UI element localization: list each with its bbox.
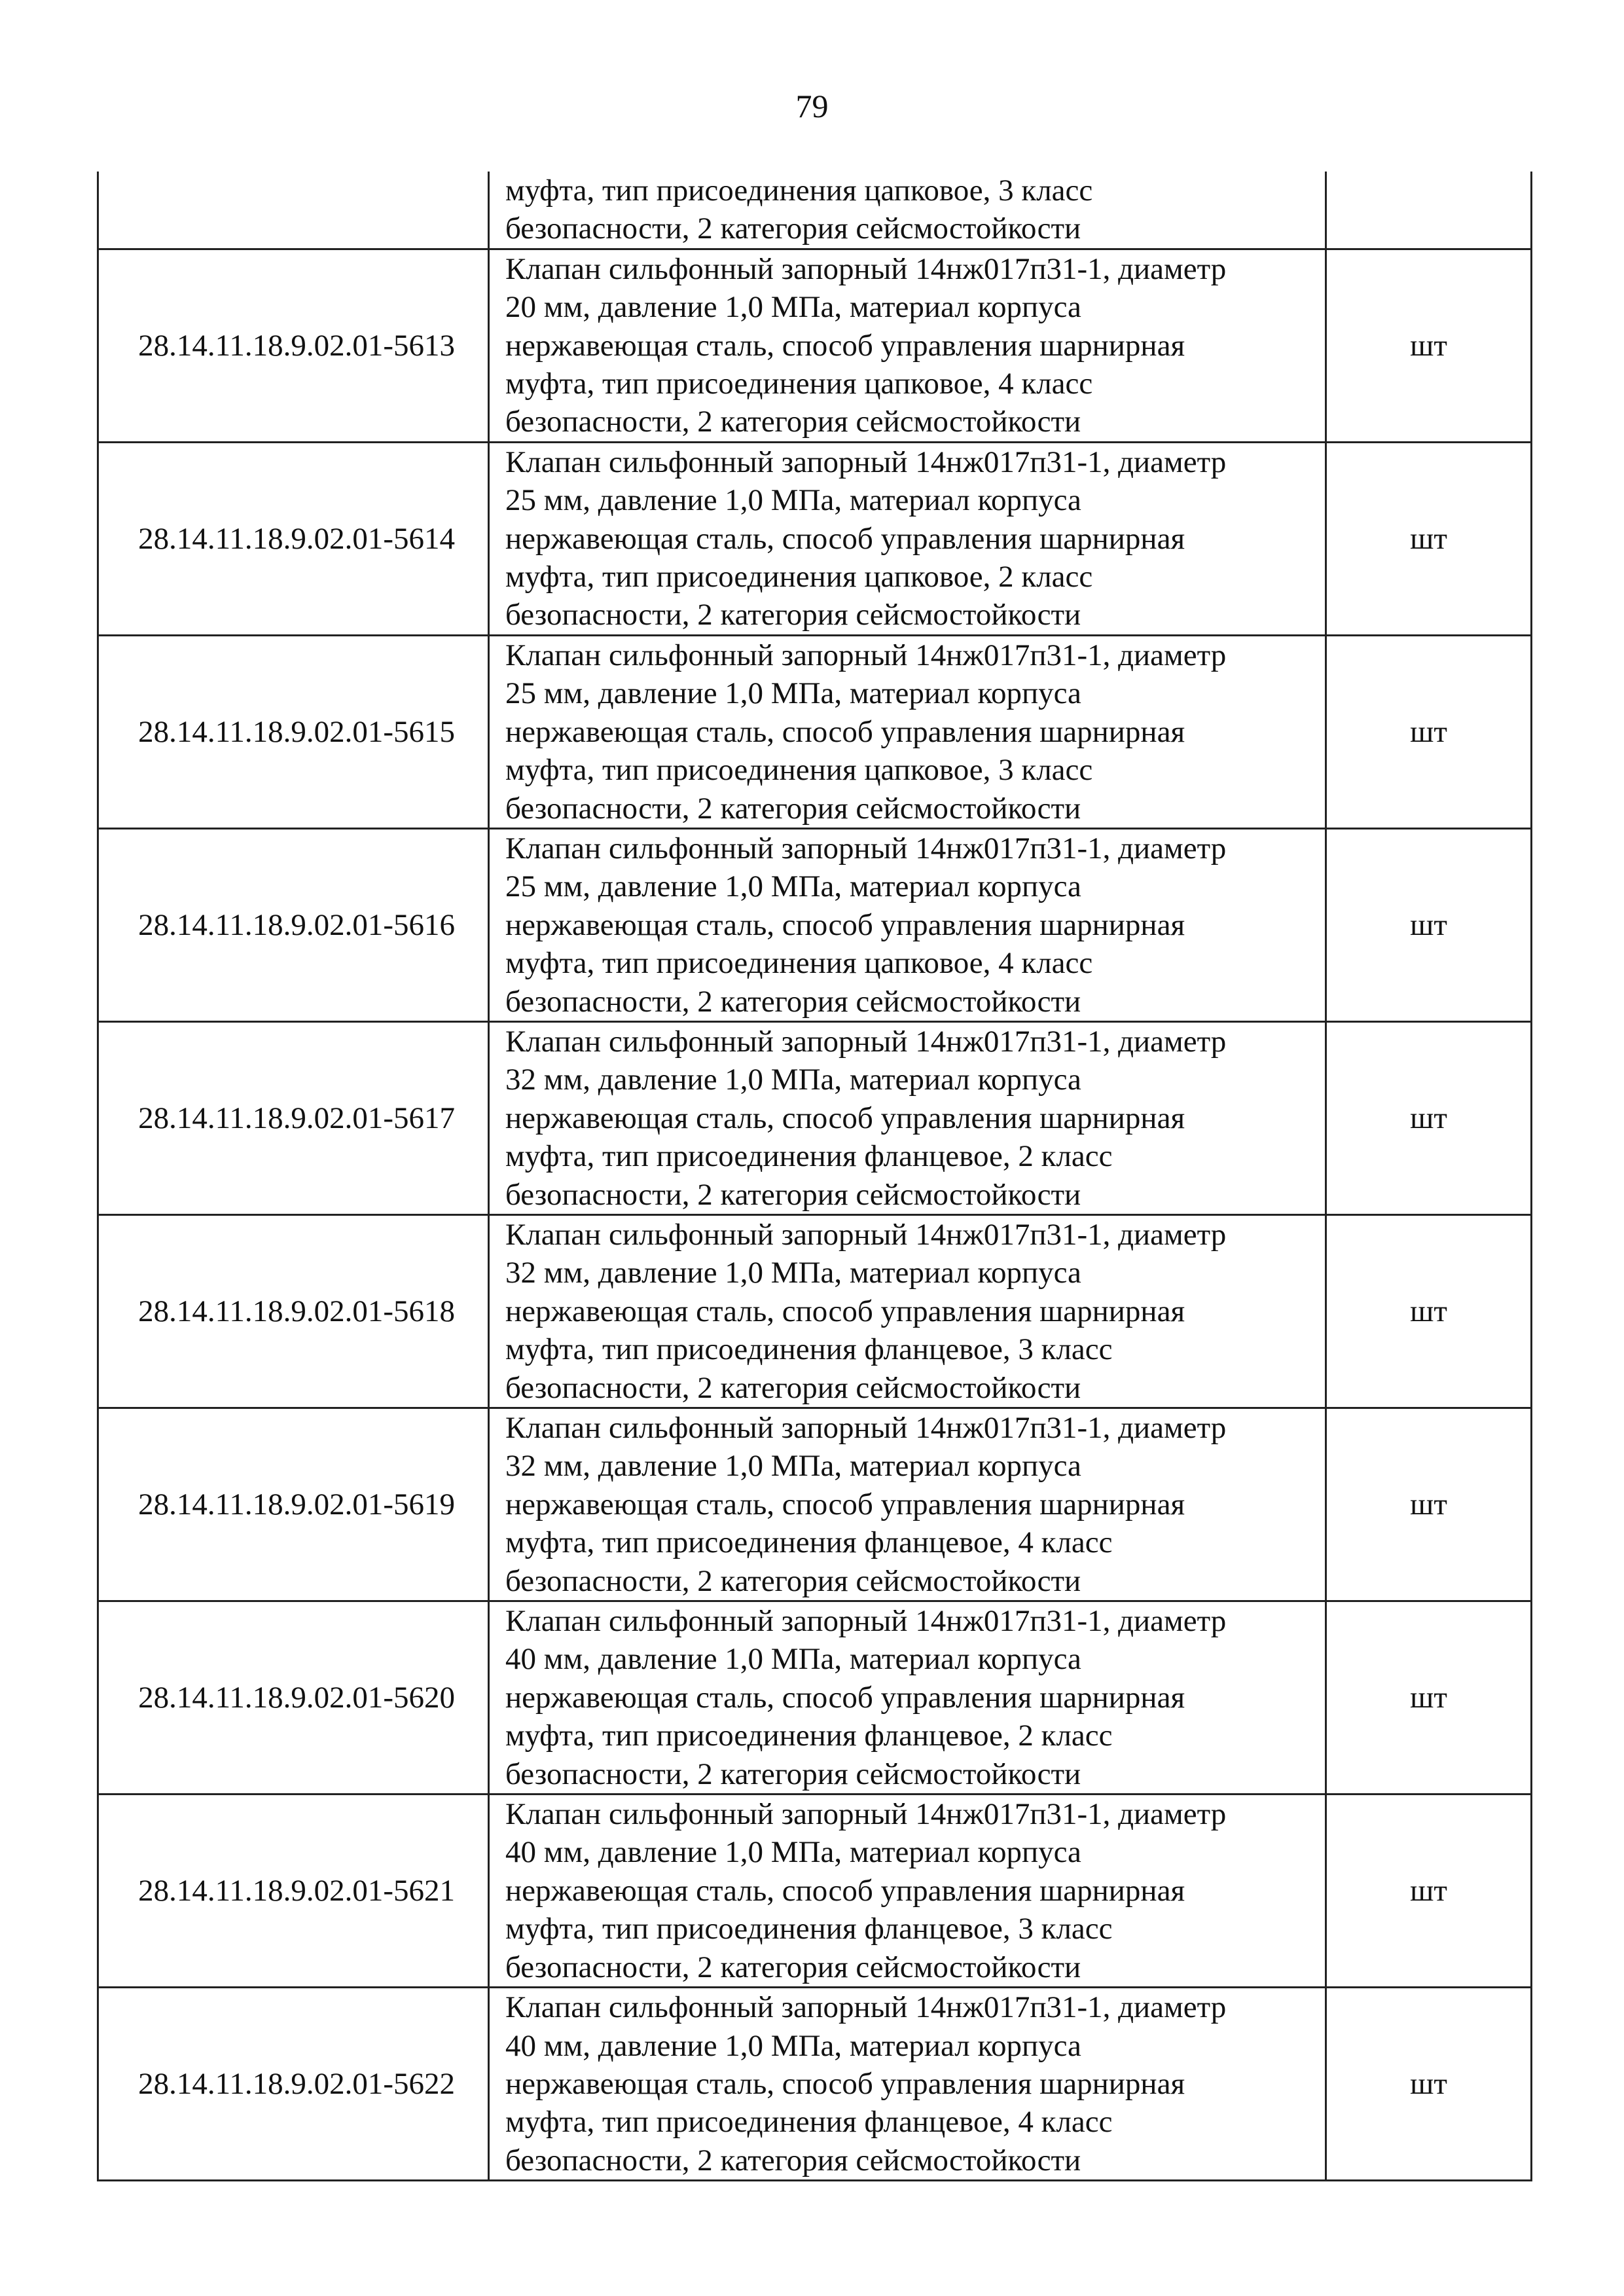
resource-code-cell: 28.14.11.18.9.02.01-5616 bbox=[98, 828, 489, 1021]
resource-name-line: муфта, тип присоединения цапковое, 4 класс bbox=[505, 367, 1093, 401]
resource-name-line: безопасности, 2 категория сейсмостойкости bbox=[505, 791, 1081, 826]
resource-name-line: Клапан сильфонный запорный 14нж017п31-1, диаметр bbox=[505, 1604, 1227, 1639]
resource-name-line: безопасности, 2 категория сейсмостойкости bbox=[505, 1757, 1081, 1791]
resource-name-line: Клапан сильфонный запорный 14нж017п31-1, диаметр bbox=[505, 1217, 1227, 1252]
resource-code-cell: 28.14.11.18.9.02.01-5613 bbox=[98, 249, 489, 442]
resource-name-cell bbox=[489, 635, 1326, 828]
resource-unit-cell: шт bbox=[1326, 828, 1532, 1021]
resource-unit-cell: шт bbox=[1326, 635, 1532, 828]
table-row bbox=[98, 1988, 1532, 2181]
resource-name-line: безопасности, 2 категория сейсмостойкости bbox=[505, 1563, 1081, 1598]
resource-name-line: Клапан сильфонный запорный 14нж017п31-1, диаметр bbox=[505, 638, 1227, 672]
resource-name-line: 25 мм, давление 1,0 МПа, материал корпуса bbox=[505, 676, 1081, 711]
resource-name-line: безопасности, 2 категория сейсмостойкости bbox=[505, 405, 1081, 439]
table-row bbox=[98, 1601, 1532, 1795]
resource-unit-cell: шт bbox=[1326, 1601, 1532, 1795]
table-row bbox=[98, 249, 1532, 442]
resource-name-line: муфта, тип присоединения цапковое, 3 класс bbox=[505, 753, 1093, 788]
resource-name-line: нержавеющая сталь, способ управления шарнирная bbox=[505, 1294, 1185, 1328]
resource-name-line: Клапан сильфонный запорный 14нж017п31-1, диаметр bbox=[505, 251, 1227, 286]
resource-code-cell: 28.14.11.18.9.02.01-5619 bbox=[98, 1408, 489, 1601]
resource-name-line: нержавеющая сталь, способ управления шарнирная bbox=[505, 521, 1185, 556]
resource-name-line: безопасности, 2 категория сейсмостойкости bbox=[505, 1950, 1081, 1984]
resource-unit-cell: шт bbox=[1326, 1021, 1532, 1214]
resource-name-line: 32 мм, давление 1,0 МПа, материал корпуса bbox=[505, 1256, 1081, 1290]
resource-name-line: безопасности, 2 категория сейсмостойкости bbox=[505, 984, 1081, 1019]
resource-name-line: 40 мм, давление 1,0 МПа, материал корпуса bbox=[505, 2028, 1081, 2063]
resource-unit-cell: шт bbox=[1326, 1408, 1532, 1601]
resource-name-line: нержавеющая сталь, способ управления шарнирная bbox=[505, 714, 1185, 749]
resource-name-cell bbox=[489, 1214, 1326, 1408]
resource-name-line: муфта, тип присоединения цапковое, 2 класс bbox=[505, 560, 1093, 594]
table-row bbox=[98, 442, 1532, 635]
table-row bbox=[98, 1214, 1532, 1408]
resource-unit-cell: шт bbox=[1326, 1214, 1532, 1408]
resource-name-line: Клапан сильфонный запорный 14нж017п31-1, диаметр bbox=[505, 831, 1227, 866]
resource-name-line: нержавеющая сталь, способ управления шарнирная bbox=[505, 1487, 1185, 1522]
resource-name-line: 32 мм, давление 1,0 МПа, материал корпуса bbox=[505, 1063, 1081, 1097]
resource-name-cell bbox=[489, 1408, 1326, 1601]
resource-name-cell bbox=[489, 442, 1326, 635]
resource-name-line: нержавеющая сталь, способ управления шарнирная bbox=[505, 907, 1185, 942]
resource-code-cell: 28.14.11.18.9.02.01-5614 bbox=[98, 442, 489, 635]
resource-name-line: безопасности, 2 категория сейсмостойкости bbox=[505, 598, 1081, 632]
resource-name-line: муфта, тип присоединения фланцевое, 2 класс bbox=[505, 1719, 1113, 1753]
resource-name-line: 25 мм, давление 1,0 МПа, материал корпуса bbox=[505, 483, 1081, 518]
table-row bbox=[98, 1021, 1532, 1214]
table-row-continuation bbox=[98, 172, 1532, 249]
resource-name-cell bbox=[489, 172, 1326, 249]
resource-name-line: нержавеющая сталь, способ управления шарнирная bbox=[505, 1680, 1185, 1715]
table-row bbox=[98, 828, 1532, 1021]
resource-name-line: безопасности, 2 категория сейсмостойкости bbox=[505, 211, 1081, 246]
resource-name-line: нержавеющая сталь, способ управления шарнирная bbox=[505, 328, 1185, 363]
table-row bbox=[98, 635, 1532, 828]
resource-name-line: 40 мм, давление 1,0 МПа, материал корпуса bbox=[505, 1835, 1081, 1870]
resource-code-cell: 28.14.11.18.9.02.01-5621 bbox=[98, 1795, 489, 1988]
page-number: 79 bbox=[795, 88, 829, 124]
resource-unit-cell: шт bbox=[1326, 1795, 1532, 1988]
resource-code-cell: 28.14.11.18.9.02.01-5618 bbox=[98, 1214, 489, 1408]
resource-code-cell: 28.14.11.18.9.02.01-5615 bbox=[98, 635, 489, 828]
resource-unit-cell: шт bbox=[1326, 1988, 1532, 2181]
resource-code-cell: 28.14.11.18.9.02.01-5622 bbox=[98, 1988, 489, 2181]
resource-name-line: муфта, тип присоединения фланцевое, 3 класс bbox=[505, 1912, 1113, 1946]
resource-name-cell bbox=[489, 1795, 1326, 1988]
resource-unit-cell: шт bbox=[1326, 442, 1532, 635]
resource-name-cell bbox=[489, 1988, 1326, 2181]
table-row bbox=[98, 1795, 1532, 1988]
resource-name-line: муфта, тип присоединения цапковое, 4 класс bbox=[505, 946, 1093, 981]
resource-name-line: Клапан сильфонный запорный 14нж017п31-1, диаметр bbox=[505, 1024, 1227, 1059]
resource-code-cell bbox=[98, 172, 489, 249]
resource-table-container bbox=[97, 172, 1530, 2181]
resource-table-body bbox=[98, 172, 1532, 2181]
resource-name-line: нержавеющая сталь, способ управления шарнирная bbox=[505, 1873, 1185, 1908]
resource-unit-cell bbox=[1326, 172, 1532, 249]
resource-name-cell bbox=[489, 828, 1326, 1021]
resource-name-line: нержавеющая сталь, способ управления шарнирная bbox=[505, 1101, 1185, 1135]
resource-code-cell: 28.14.11.18.9.02.01-5620 bbox=[98, 1601, 489, 1795]
resource-name-cell bbox=[489, 249, 1326, 442]
resource-name-line: безопасности, 2 категория сейсмостойкости bbox=[505, 2143, 1081, 2178]
resource-name-line: 40 мм, давление 1,0 МПа, материал корпуса bbox=[505, 1642, 1081, 1677]
resource-name-line: нержавеющая сталь, способ управления шарнирная bbox=[505, 2066, 1185, 2101]
resource-name-cell bbox=[489, 1021, 1326, 1214]
resource-name-line: муфта, тип присоединения фланцевое, 2 класс bbox=[505, 1139, 1113, 1174]
resource-name-line: муфта, тип присоединения фланцевое, 4 класс bbox=[505, 2105, 1113, 2140]
resource-name-line: муфта, тип присоединения цапковое, 3 класс bbox=[505, 173, 1093, 208]
resource-name-line: Клапан сильфонный запорный 14нж017п31-1, диаметр bbox=[505, 1797, 1227, 1832]
resource-name-line: 25 мм, давление 1,0 МПа, материал корпуса bbox=[505, 869, 1081, 904]
resource-name-line: Клапан сильфонный запорный 14нж017п31-1, диаметр bbox=[505, 1990, 1227, 2025]
table-row bbox=[98, 1408, 1532, 1601]
resource-table bbox=[97, 172, 1532, 2181]
resource-unit-cell: шт bbox=[1326, 249, 1532, 442]
resource-name-line: Клапан сильфонный запорный 14нж017п31-1, диаметр bbox=[505, 1411, 1227, 1445]
resource-name-line: безопасности, 2 категория сейсмостойкости bbox=[505, 1370, 1081, 1405]
resource-name-line: 20 мм, давление 1,0 МПа, материал корпуса bbox=[505, 290, 1081, 325]
resource-name-line: 32 мм, давление 1,0 МПа, материал корпуса bbox=[505, 1449, 1081, 1484]
resource-name-line: муфта, тип присоединения фланцевое, 4 класс bbox=[505, 1525, 1113, 1560]
resource-code-cell: 28.14.11.18.9.02.01-5617 bbox=[98, 1021, 489, 1214]
resource-name-line: муфта, тип присоединения фланцевое, 3 класс bbox=[505, 1332, 1113, 1367]
resource-name-line: безопасности, 2 категория сейсмостойкости bbox=[505, 1177, 1081, 1212]
resource-name-line: Клапан сильфонный запорный 14нж017п31-1, диаметр bbox=[505, 445, 1227, 479]
resource-name-cell bbox=[489, 1601, 1326, 1795]
